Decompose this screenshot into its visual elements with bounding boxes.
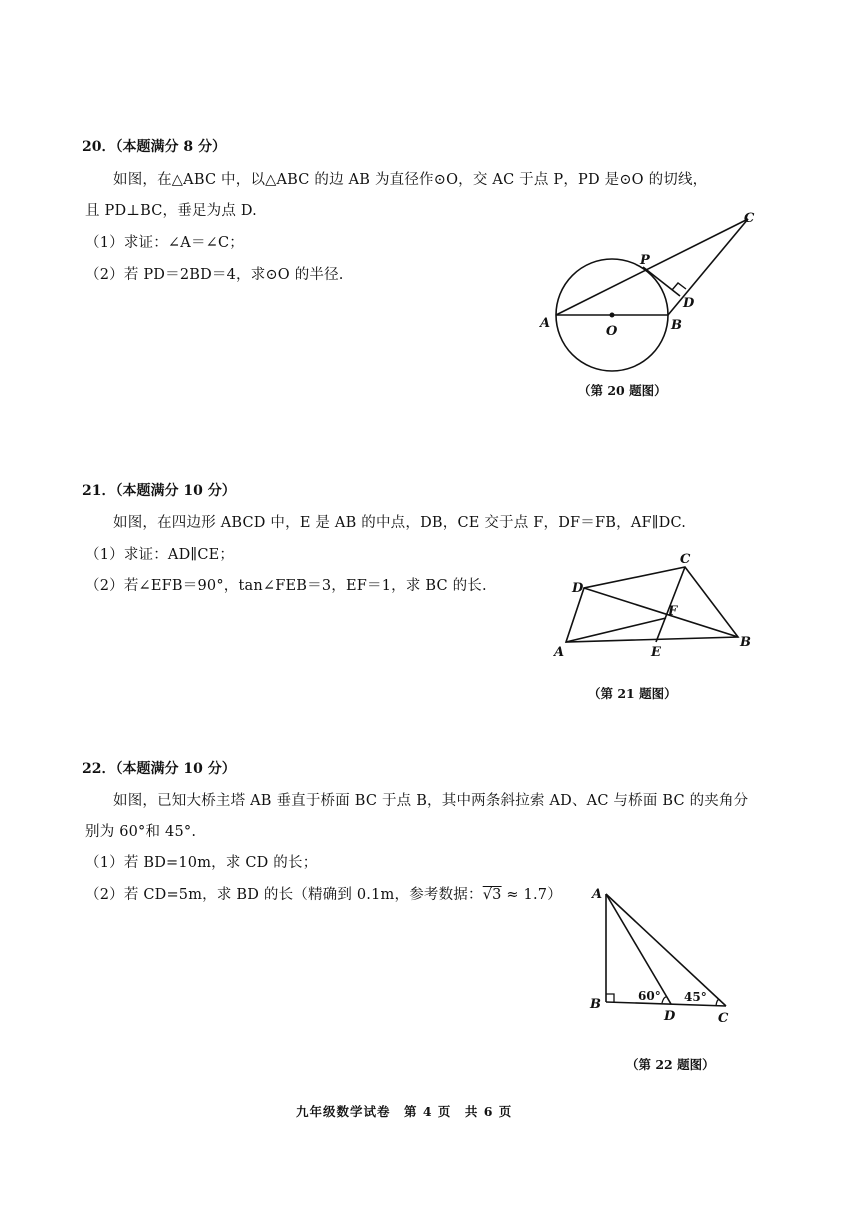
q21-part1: （1）求证：AD∥CE； <box>85 547 235 563</box>
q22-stem-line1: 如图，已知大桥主塔 AB 垂直于桥面 BC 于点 B，其中两条斜拉索 AD、AC 与桥面 BC 的夹角分 <box>113 793 749 809</box>
q21-heading: 21．（本题满分 10 分） <box>82 483 236 499</box>
q22-angle-45-label: 45° <box>684 990 707 1004</box>
q22-heading: 22．（本题满分 10 分） <box>82 761 236 777</box>
q21-quadrilateral-abcd <box>566 567 738 642</box>
q20-segment-ac <box>556 219 748 315</box>
q22-caption: （第 22 题图） <box>626 1057 715 1072</box>
q22-angle-60-label: 60° <box>638 989 661 1003</box>
q22-label-b: B <box>590 997 601 1012</box>
q22-figure <box>586 880 746 1030</box>
q22-part2-tail: ≈ 1.7） <box>501 887 562 903</box>
q22-label-d: D <box>664 1009 676 1024</box>
q20-part2: （2）若 PD＝2BD＝4，求⊙O 的半径. <box>85 267 344 283</box>
q20-label-c: C <box>744 211 755 226</box>
q21-stem-line1: 如图，在四边形 ABCD 中，E 是 AB 的中点，DB，CE 交于点 F，DF＝FB，AF∥DC. <box>113 515 687 531</box>
q22-right-angle-mark <box>606 994 614 1002</box>
q20-figure <box>530 205 770 380</box>
q20-segment-bc <box>668 219 748 315</box>
q20-label-p: P <box>640 253 650 268</box>
q20-label-o: O <box>606 324 618 339</box>
q21-label-a: A <box>554 645 565 660</box>
q22-part2 <box>85 883 562 904</box>
q21-label-d: D <box>572 581 584 596</box>
q20-center-dot <box>610 313 615 318</box>
q22-deck-bc <box>606 1002 726 1006</box>
q20-part1: （1）求证：∠A＝∠C； <box>85 235 244 251</box>
q21-label-c: C <box>680 552 691 567</box>
q22-part1: （1）若 BD=10m，求 CD 的长； <box>85 855 318 871</box>
q21-label-b: B <box>740 635 751 650</box>
q21-segment-af <box>566 618 666 642</box>
q21-label-e: E <box>651 645 661 660</box>
q22-cable-ac <box>606 894 726 1006</box>
q20-label-a: A <box>540 316 551 331</box>
q20-caption: （第 20 题图） <box>578 383 667 398</box>
q20-stem-line1: 如图，在△ABC 中，以△ABC 的边 AB 为直径作⊙O，交 AC 于点 P，PD 是⊙O 的切线， <box>113 172 708 188</box>
q22-label-a: A <box>592 887 603 902</box>
q22-stem-line2: 别为 60°和 45°. <box>85 824 197 840</box>
q22-part2-text: （2）若 CD=5m，求 BD 的长（精确到 0.1m，参考数据： <box>85 887 483 903</box>
q20-right-angle-mark <box>672 283 686 290</box>
page-footer: 九年级数学试卷 第 4 页 共 6 页 <box>296 1104 513 1119</box>
q20-label-d: D <box>683 296 695 311</box>
q21-part2: （2）若∠EFB＝90°，tan∠FEB＝3，EF＝1，求 BC 的长. <box>85 578 487 594</box>
q22-cable-ad <box>606 894 671 1004</box>
q22-sqrt3: √3 <box>482 887 502 903</box>
q21-label-f: F <box>668 604 678 619</box>
q20-stem-line2: 且 PD⊥BC，垂足为点 D. <box>85 203 257 219</box>
q21-figure <box>550 548 760 663</box>
q21-caption: （第 21 题图） <box>588 686 677 701</box>
q20-tangent-pd <box>643 267 680 296</box>
q20-label-b: B <box>671 318 682 333</box>
q22-label-c: C <box>718 1011 729 1026</box>
q20-heading: 20．（本题满分 8 分） <box>82 139 226 155</box>
q22-angle-60-arc <box>662 997 667 1003</box>
